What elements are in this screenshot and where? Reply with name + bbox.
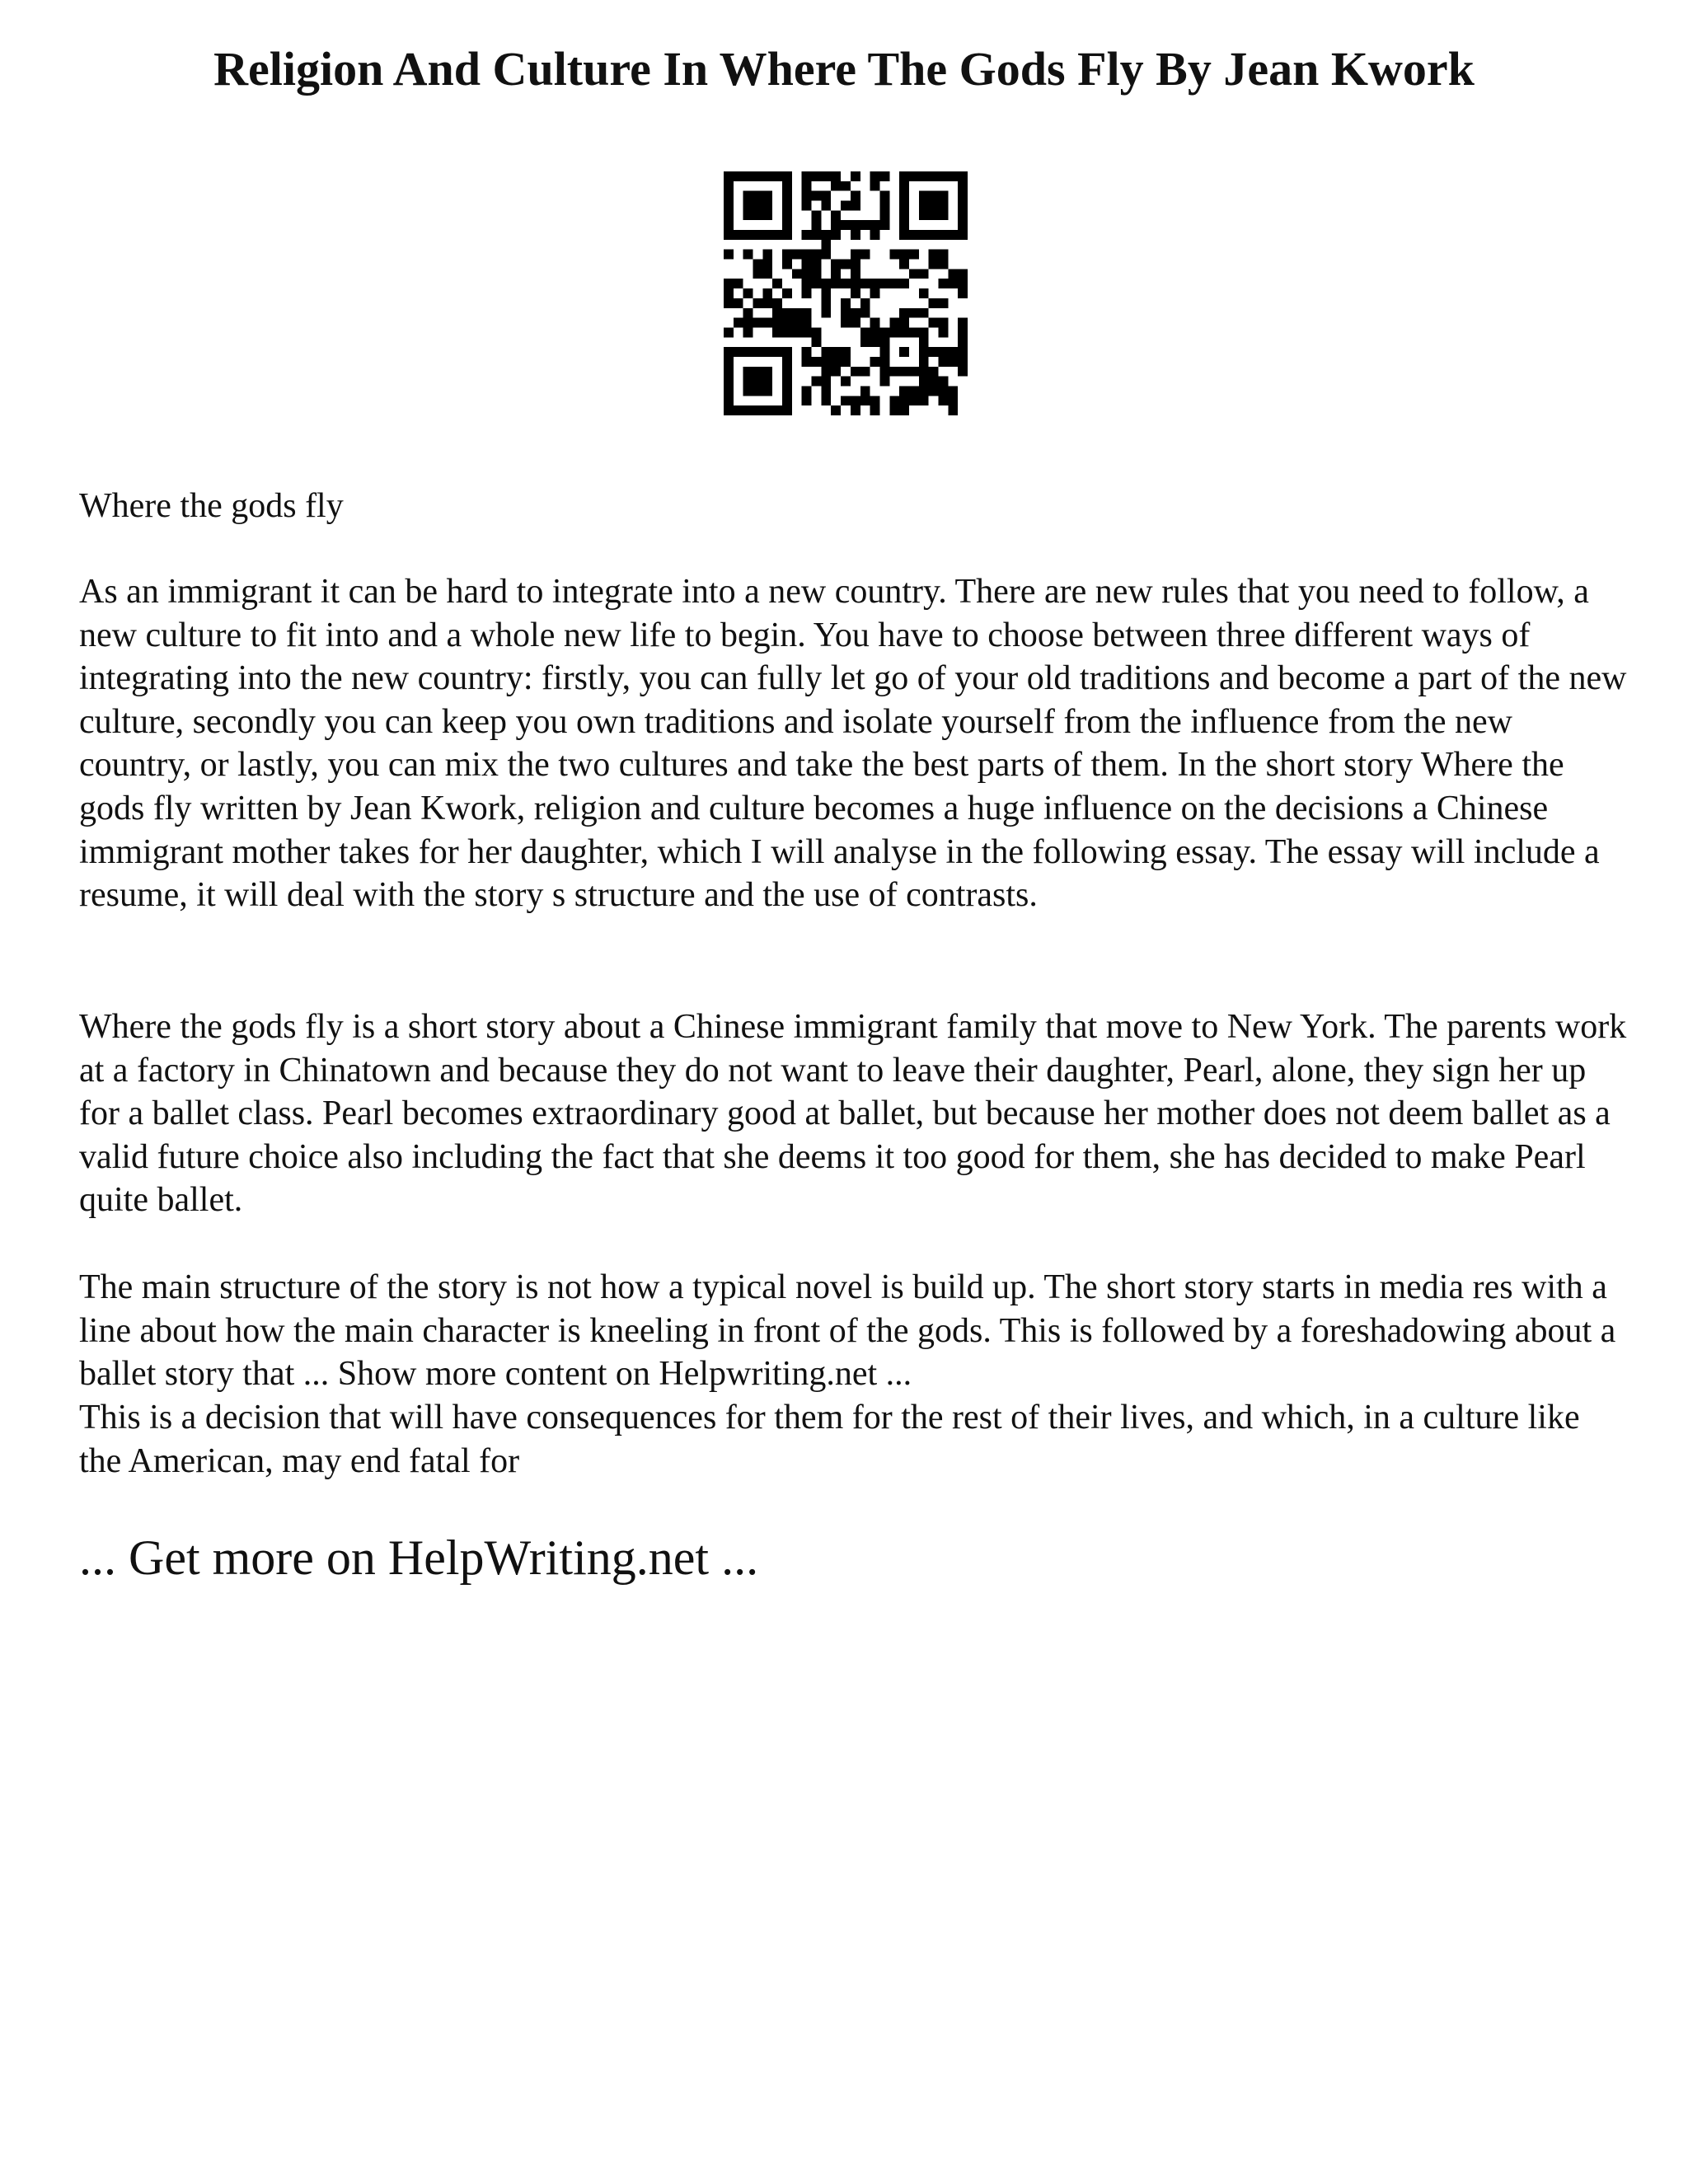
essay-subtitle: Where the gods fly [79,487,344,525]
essay-paragraph-intro: As an immigrant it can be hard to integrate into a new country. There are new rules that you need to follow, a new culture to fit into and a whole new life to begin. You have to choose between three different ways of integrating into the new country: firstly, you can fully let go of your old traditions and become a part of the new culture, secondly you can keep you own traditions and isolate yourself from the influence from the new country, or lastly, you can mix the two cultures and take the best parts of them. In the short story Where the gods fly written by Jean Kwork, religion and culture becomes a huge influence on the decisions a Chinese immigrant mother takes for her daughter, which I will analyse in the following essay. The essay will include a resume, it will deal with the story s structure and the use of contrasts. [79,573,1627,915]
get-more-link[interactable]: ... Get more on HelpWriting.net ... [79,1530,759,1585]
essay-paragraph-structure: The main structure of the story is not how a typical novel is build up. The short story starts in media res with a line about how the main character is kneeling in front of the gods. This is followed by a foreshadowing about a ballet story that ... Show more content on Helpwriting.net ... [79,1268,1616,1394]
essay-paragraph-summary: Where the gods fly is a short story about a Chinese immigrant family that move to New York. The parents work at a factory in Chinatown and because they do not want to leave their daughter, Pearl, alone, they sign her up for a ballet class. Pearl becomes extraordinary good at ballet, but because her mother does not deem ballet as a valid future choice also including the fact that she deems it too good for them, she has decided to make Pearl quite ballet. [79,1008,1627,1220]
document-title: Religion And Culture In Where The Gods Fly By Jean Kwork [213,42,1475,96]
essay-paragraph-consequences: This is a decision that will have consequences for them for the rest of their lives, and which, in a culture like the American, may end fatal for [79,1399,1580,1480]
qr-code-icon [724,171,968,415]
